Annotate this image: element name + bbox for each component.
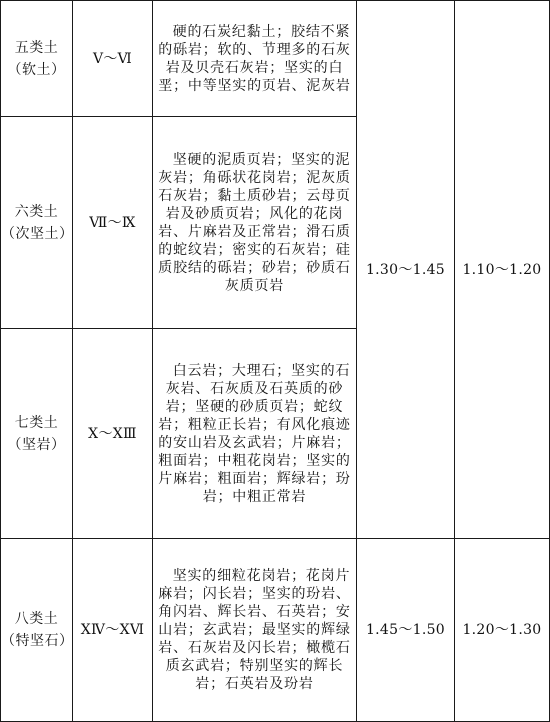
soil-description-cell: 白云岩；大理石；坚实的石灰岩、石灰质及石英质的砂岩；坚硬的砂质页岩；蛇纹岩；粗粒正长岩；有风化痕迹的安山岩及玄武岩；片麻岩；粗面岩；中粗花岗岩；坚实的片麻岩；粗面岩；辉绿岩；玢岩；中粗正常岩 [153,329,357,539]
initial-coefficient-cell: 1.30～1.45 [357,1,455,539]
soil-category-name: 五类土 [14,39,59,56]
rock-grade-cell: ⅩⅣ～ⅩⅥ [73,539,153,722]
table-row [1,1,550,117]
soil-category-alias: （特坚石） [1,633,74,649]
soil-category-name: 八类土 [14,611,59,627]
rock-grade-cell: Ⅴ～Ⅵ [73,1,153,117]
soil-category-cell [1,117,73,329]
initial-coefficient-cell: 1.45～1.50 [357,539,455,722]
soil-category-alias: （次坚土） [1,225,74,242]
final-coefficient-cell: 1.20～1.30 [455,539,550,722]
soil-category-alias: （坚岩） [7,436,66,453]
soil-description-cell: 硬的石炭纪黏土；胶结不紧的砾岩；软的、节理多的石灰岩及贝壳石灰岩；坚实的白垩；中等坚实的页岩、泥灰岩 [153,1,357,117]
soil-category-cell [1,539,73,722]
soil-description-cell: 坚实的细粒花岗岩；花岗片麻岩；闪长岩；坚实的玢岩、角闪岩、辉长岩、石英岩；安山岩；玄武岩；最坚实的辉绿岩、石灰岩及闪长岩；橄榄石质玄武岩；特别坚实的辉长岩；石英岩及玢岩 [153,539,357,722]
soil-category-cell [1,1,73,117]
rock-grade-cell: Ⅶ～Ⅸ [73,117,153,329]
soil-category-alias: （软土） [7,61,66,78]
soil-category-name: 六类土 [14,203,59,220]
soil-description-cell: 坚硬的泥质页岩；坚实的泥灰岩；角砾状花岗岩；泥灰质石灰岩；黏土质砂岩；云母页岩及砂质页岩；风化的花岗岩、片麻岩及正常岩；滑石质的蛇纹岩；密实的石灰岩；硅质胶结的砾岩；砂岩；砂质石灰质页岩 [153,117,357,329]
rock-grade-cell: Ⅹ～ⅩⅢ [73,329,153,539]
soil-category-cell [1,329,73,539]
table-row [1,539,550,722]
soil-category-name: 七类土 [14,414,59,431]
final-coefficient-cell: 1.10～1.20 [455,1,550,539]
